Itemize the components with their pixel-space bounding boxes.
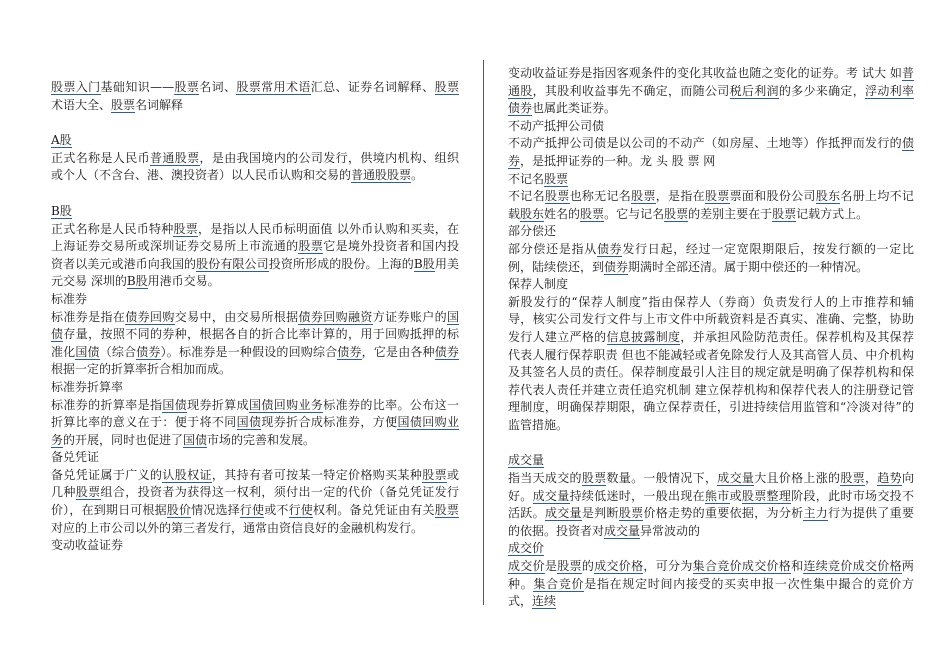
link-stock[interactable]: 股票 — [174, 80, 200, 94]
section-title-l — [508, 540, 914, 558]
text: 它是境外投资者和国内投资者以美元或港币向我国的 — [51, 239, 459, 271]
link[interactable]: 债券 — [508, 136, 914, 168]
link[interactable]: 国债 — [162, 397, 188, 412]
text: ，是由我国境内的公司发行，供境内机构、组织或个人（不含台、港、澳投资者）以人民币认购和交易的 — [51, 150, 459, 183]
text: 现券折算成 — [187, 397, 249, 412]
text: 持续低迷时，一般出现在 — [569, 488, 705, 503]
text: 票面和股份公司 — [729, 189, 816, 204]
link[interactable]: 税后利润 — [729, 83, 779, 98]
text: 数量。一般情况下， — [606, 471, 718, 486]
link-stock[interactable]: 股票 — [111, 97, 136, 112]
text: 的多少来确定， — [778, 83, 866, 98]
text: 或几种 — [51, 467, 459, 500]
text: 是指在规定时间内接受的买卖申报一次性集中撮合的竞价方式， — [508, 576, 914, 609]
text: 正式名称是人民币 — [51, 150, 150, 165]
text: 市场的完善和发展。 — [207, 432, 316, 447]
link[interactable]: 行使 — [239, 503, 265, 518]
link[interactable]: 趋势 — [877, 471, 902, 486]
section-title-f: 变动收益证券 — [51, 538, 124, 553]
text: 发行日起，经过一定宽限期限后，按发行额的一定比例，陆续偿还，到 — [508, 241, 914, 274]
link[interactable]: 成交量 — [604, 523, 641, 538]
section-body-k — [508, 470, 914, 540]
link[interactable]: 行使 — [288, 503, 313, 518]
section-title-h — [508, 171, 914, 189]
section-title-j: 保荐人制度 — [508, 277, 569, 292]
link[interactable]: 股票整理 — [741, 488, 792, 503]
link[interactable]: 股票 — [422, 467, 447, 482]
section-title-b — [51, 203, 459, 221]
text: 大且价格上涨的 — [754, 471, 841, 486]
section-body-d — [51, 397, 459, 450]
link[interactable]: 国债 — [75, 344, 100, 359]
text: 异常波动的 — [640, 523, 701, 538]
a-share-title-link[interactable]: A股 — [51, 133, 72, 148]
text: 根据一定的折算率折合相加而成。 — [51, 362, 232, 377]
text: 行为提供了重要的依据。投资者对 — [508, 506, 914, 538]
text: 名词解释 — [135, 97, 184, 112]
text: 也称无记名 — [569, 189, 632, 204]
text: 向好。 — [508, 471, 914, 503]
intro-paragraph — [51, 79, 459, 114]
link[interactable]: 股票 — [544, 171, 569, 186]
link[interactable]: B股 — [126, 274, 148, 289]
text: 备兑凭证属于广义的 — [51, 467, 163, 482]
link[interactable]: 股票 — [75, 485, 101, 500]
text: 和 — [791, 559, 804, 574]
link[interactable]: 债券 — [337, 344, 362, 359]
text: 记载方式上。 — [796, 206, 869, 221]
link[interactable]: 成交量 — [717, 471, 755, 486]
text: 新股发行的“保荐人制度”指由保荐人（券商）负责发行人的上市推荐和辅导，核实公司发行文件与上市文件中所载资料是否真实、准确、完整，协助发行人建立严格的 — [508, 294, 914, 344]
text: 名册上均不记载 — [508, 189, 914, 221]
section-title-d: 标准券折算率 — [51, 379, 124, 394]
text: ，其股利收益事先不确定，而随公司 — [532, 83, 730, 98]
text: 姓名的 — [544, 206, 581, 221]
intro-link[interactable]: 股票入门 — [51, 80, 101, 94]
text: 方证券账户的 — [372, 309, 447, 324]
link[interactable]: 股票 — [173, 221, 198, 236]
link[interactable]: 股票 — [557, 559, 582, 574]
text: ， — [865, 471, 878, 486]
text: 。 — [411, 168, 424, 183]
link[interactable]: 债券 — [596, 241, 623, 256]
text: 期满时全部还清。属于期中偿还的一种情况。 — [628, 259, 869, 274]
section-title-i: 部分偿还 — [508, 224, 557, 239]
column-divider — [483, 60, 484, 605]
text: 标准券的比率。公布这一折算比率的意义在于：便于将不同 — [51, 397, 459, 430]
link[interactable]: 股票 — [581, 471, 607, 486]
text: 指当天成交的 — [508, 471, 582, 486]
text: 组合，投资者为获得这一权利，须付出一定的代价（备兑凭证发行价），在到期日可根据 — [51, 485, 459, 518]
section-title-g: 不动产抵押公司债 — [508, 118, 605, 133]
text: ，并承担风险防范责任。保荐机构及其保荐代表人履行保荐职责 但也不能减轻或者免除发行人及其高管人员、中介机构及其签名人员的责任。保荐制度最引人注目的规定就是明确了保荐机构和保荐代表人责任并建立责任追究机制 建立保荐机构和保荐代表人的注册登记管理制度，明确保荐期限，确立保荐责任，引进持续信用监管和“冷淡对待”的监管措施。 — [508, 329, 914, 432]
section-body-g — [508, 135, 914, 170]
text: 的 — [581, 559, 595, 574]
link[interactable]: 债券 — [604, 259, 629, 274]
text: 正式名称是人民币特种 — [51, 221, 174, 236]
text: ，是抵押证券的一种。龙 头 股 票 网 — [520, 153, 716, 168]
text: 。它与记名 — [604, 206, 665, 221]
link[interactable]: 成交量 — [544, 506, 582, 521]
text: 交易中，由交易所根据 — [174, 309, 299, 324]
link[interactable]: 股票 — [840, 471, 865, 486]
text: 阶段，此时市场交投不活跃。 — [508, 488, 914, 521]
text: ，其持有者可按某一特定价格购买某种 — [211, 467, 423, 482]
link[interactable]: 成交量 — [532, 488, 570, 503]
volume-title-link[interactable]: 成交量 — [508, 453, 545, 468]
text: 投资所形成的股份。上海的 — [268, 256, 414, 271]
link[interactable]: 信息披露制度 — [606, 329, 681, 344]
section-title-k — [508, 452, 914, 470]
b-share-title-link[interactable]: B股 — [51, 203, 72, 218]
link[interactable]: 股票 — [772, 206, 797, 221]
link[interactable]: 股东 — [815, 189, 841, 204]
section-title-a — [51, 132, 459, 150]
link[interactable]: 国债回购业务 — [51, 415, 459, 447]
section-body-l — [508, 558, 914, 611]
right-column — [508, 0, 914, 611]
link[interactable]: 熊市 — [704, 488, 730, 503]
section-body-h — [508, 188, 914, 223]
link[interactable]: 主力 — [803, 506, 829, 521]
text: 权利。备兑凭证由有关 — [312, 503, 435, 518]
link[interactable]: 股票 — [298, 239, 324, 254]
left-column — [51, 0, 459, 555]
text: 部分偿还是指从 — [508, 241, 597, 256]
link[interactable]: 集合竞价成交价格 — [692, 559, 792, 574]
text: 两种。 — [508, 559, 914, 591]
text: 名词、 — [199, 80, 237, 94]
link[interactable]: 股票 — [618, 506, 644, 521]
text: 汇总、证券名词解释、 — [310, 80, 435, 94]
text: （综合 — [99, 344, 137, 359]
text: 标准券是指在 — [51, 309, 126, 324]
link[interactable]: 债券回购融资 — [298, 309, 373, 324]
link[interactable]: 股票 — [544, 189, 570, 204]
section-title-c: 标准券 — [51, 291, 88, 306]
text: 不记名 — [508, 189, 545, 204]
text: 存量，按照不同的券种，根据各自的折合比率计算的，用于回购抵押的标准化 — [51, 327, 459, 359]
text: 现券折合成标准券，方便 — [261, 415, 398, 430]
text: 是判断 — [581, 506, 619, 521]
text: 变动收益证券是指因客观条件的变化其收益也随之变化的证券。考 试大 如 — [508, 66, 902, 80]
text: 的开展，同时也促进了 — [63, 432, 184, 447]
text: 情况选择 — [191, 503, 240, 518]
text: ，是指以人民币标明面值 以外币认购和买卖，在上海证券交易所或深圳证券交易所上市流通的 — [51, 221, 459, 254]
link[interactable]: 连续竞价成交价格 — [803, 559, 902, 574]
text: 基础知识—— — [100, 80, 175, 94]
section-body-e — [51, 467, 459, 537]
link[interactable]: 成交价 — [508, 559, 545, 574]
text: 对应的上市公司以外的第三者发行，通常由资信良好的金融机构发行。 — [51, 520, 424, 535]
link[interactable]: 股票 — [631, 189, 656, 204]
text: 用港币交易。 — [147, 274, 220, 289]
price-title-link[interactable]: 成交价 — [508, 541, 545, 556]
text: ，是指在 — [655, 189, 705, 204]
link[interactable]: 国债 — [183, 432, 208, 447]
section-body-b — [51, 221, 459, 291]
section-body-a — [51, 150, 459, 185]
link[interactable]: 国债 — [236, 415, 262, 430]
link[interactable]: 债券 — [434, 344, 459, 359]
link-stock[interactable]: 股票 — [434, 80, 459, 94]
link[interactable]: 股票 — [664, 206, 689, 221]
link[interactable]: 股票 — [434, 503, 459, 518]
link[interactable]: 股票 — [580, 206, 605, 221]
section-body-f — [508, 65, 914, 118]
link[interactable]: 债券 — [136, 344, 161, 359]
section-body-j — [508, 294, 914, 435]
link[interactable]: B股 — [413, 256, 435, 271]
link[interactable]: 股份有限公司 — [196, 256, 269, 271]
link[interactable]: 普通股 — [508, 66, 914, 98]
link-terms[interactable]: 股票常用术语 — [236, 80, 311, 94]
section-body-i — [508, 241, 914, 276]
link[interactable]: 股东 — [520, 206, 545, 221]
link[interactable]: 连续 — [532, 594, 557, 609]
text: 标准券的折算率是指 — [51, 397, 163, 412]
text: 用美元交易 深圳的 — [51, 256, 459, 289]
section-title-e: 备兑凭证 — [51, 450, 100, 465]
link[interactable]: 浮动利率债券 — [508, 83, 914, 116]
link[interactable]: 股价 — [166, 503, 192, 518]
text: 不动产抵押公司债是以公司的不动产（如房屋、土地等）作抵押而发行的 — [508, 136, 902, 151]
text: 的差别主要在于 — [688, 206, 773, 221]
text: 或不 — [264, 503, 289, 518]
text: 也属此类证券。 — [532, 101, 617, 116]
link[interactable]: 股票 — [704, 189, 730, 204]
text: 不记名 — [508, 171, 545, 186]
link[interactable]: 集合竞价 — [533, 576, 585, 591]
link[interactable]: 普通股股票 — [351, 168, 412, 183]
text: 或 — [729, 488, 742, 503]
text: 是 — [544, 559, 558, 574]
text: 术语大全、 — [51, 97, 112, 112]
link[interactable]: 国债回购业务 — [248, 397, 324, 412]
text: 价格走势的重要依据，为分析 — [643, 506, 804, 521]
text: ，它是由各种 — [361, 344, 435, 359]
link[interactable]: 认股权证 — [162, 467, 212, 482]
link[interactable]: 国债 — [51, 309, 459, 342]
text: ，可分为 — [643, 559, 693, 574]
text: ）。标准券是一种假设的回购综合 — [160, 344, 338, 359]
link[interactable]: 普通股票 — [150, 150, 200, 165]
link[interactable]: 成交价格 — [594, 559, 644, 574]
section-body-c — [51, 309, 459, 379]
link[interactable]: 债券回购 — [125, 309, 175, 324]
